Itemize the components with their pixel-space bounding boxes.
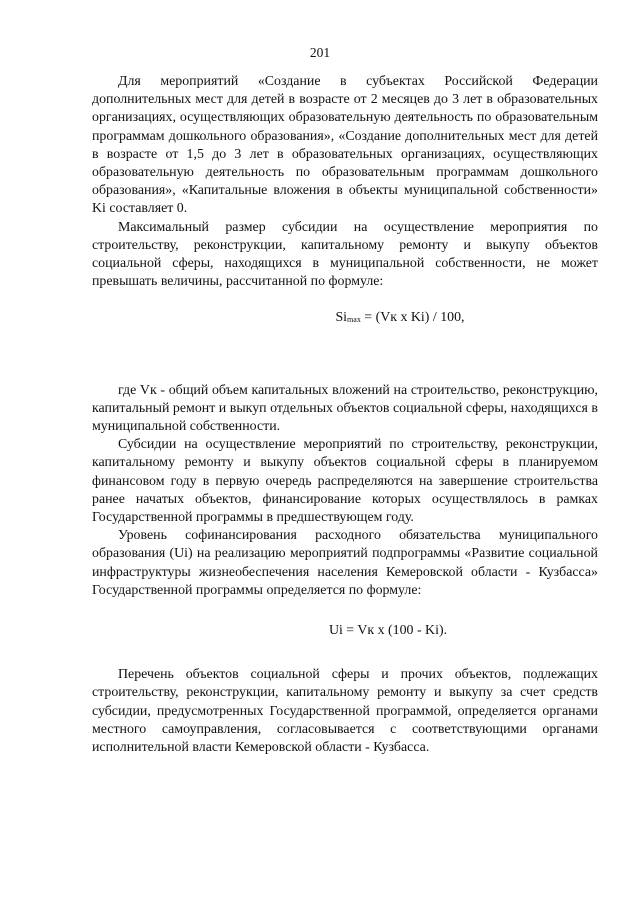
paragraph-objects-list: Перечень объектов социальной сферы и прочих объектов, подлежащих строительству, реконструкции, капитальному ремонту и выкупу за счет средств субсидии, предусмотренных Государственной программой, определяется органами местного самоуправления, согласовывается с соответствующими органами исполнительной власти Кемеровской области - Кузбасса. <box>92 667 598 756</box>
paragraph-subsidy-distribution: Субсидии на осуществление мероприятий по строительству, реконструкции, капитальному ремонту и выкупу объектов социальной сферы в планируемом финансовом году в первую очередь распределяются на завершение строительства ранее начатых объектов, финансирование которых осуществлялось в рамках Государственной программы в предшествующем году. <box>92 437 598 526</box>
page-number: 201 <box>309 45 331 60</box>
formula-cofinancing: Ui = Vк x (100 - Ki). <box>328 623 448 639</box>
document-body <box>92 73 598 757</box>
formula-1-rhs: = (Vк x Ki) / 100, <box>360 310 465 326</box>
paragraph-max-subsidy: Максимальный размер субсидии на осуществление мероприятия по строительству, реконструкции, капитальному ремонту и выкупу объектов социальной сферы, находящихся в муниципальной собственности, не может превышать величины, рассчитанной по формуле: <box>92 219 598 290</box>
paragraph-cofinancing-level: Уровень софинансирования расходного обязательства муниципального образования (Ui) на реализацию мероприятий подпрограммы «Развитие социальной инфраструктуры жизнеобеспечения населения Кемеровской области - Кузбасса» Государственной программы определяется по формуле: <box>92 528 598 598</box>
formula-1-lhs: Si <box>335 310 348 326</box>
paragraph-ki-zero: Для мероприятий «Создание в субъектах Российской Федерации дополнительных мест для детей в возрасте от 2 месяцев до 3 лет в образовательных организациях, осуществляющих образовательную деятельность по образовательным программам дошкольного образования», «Создание дополнительных мест для детей в возрасте от 1,5 до 3 лет в образовательных организациях, осуществляющих образовательную деятельность по образовательным программам дошкольного образования», «Капитальные вложения в объекты муниципальной собственности» Ki составляет 0. <box>92 74 598 217</box>
paragraph-vk-definition: где Vк - общий объем капитальных вложений на строительство, реконструкцию, капитальный ремонт и выкуп отдельных объектов социальной сферы, находящихся в муниципальной собственности. <box>92 382 598 435</box>
formula-1-subscript: max <box>347 315 361 325</box>
formula-max-subsidy <box>92 309 598 329</box>
